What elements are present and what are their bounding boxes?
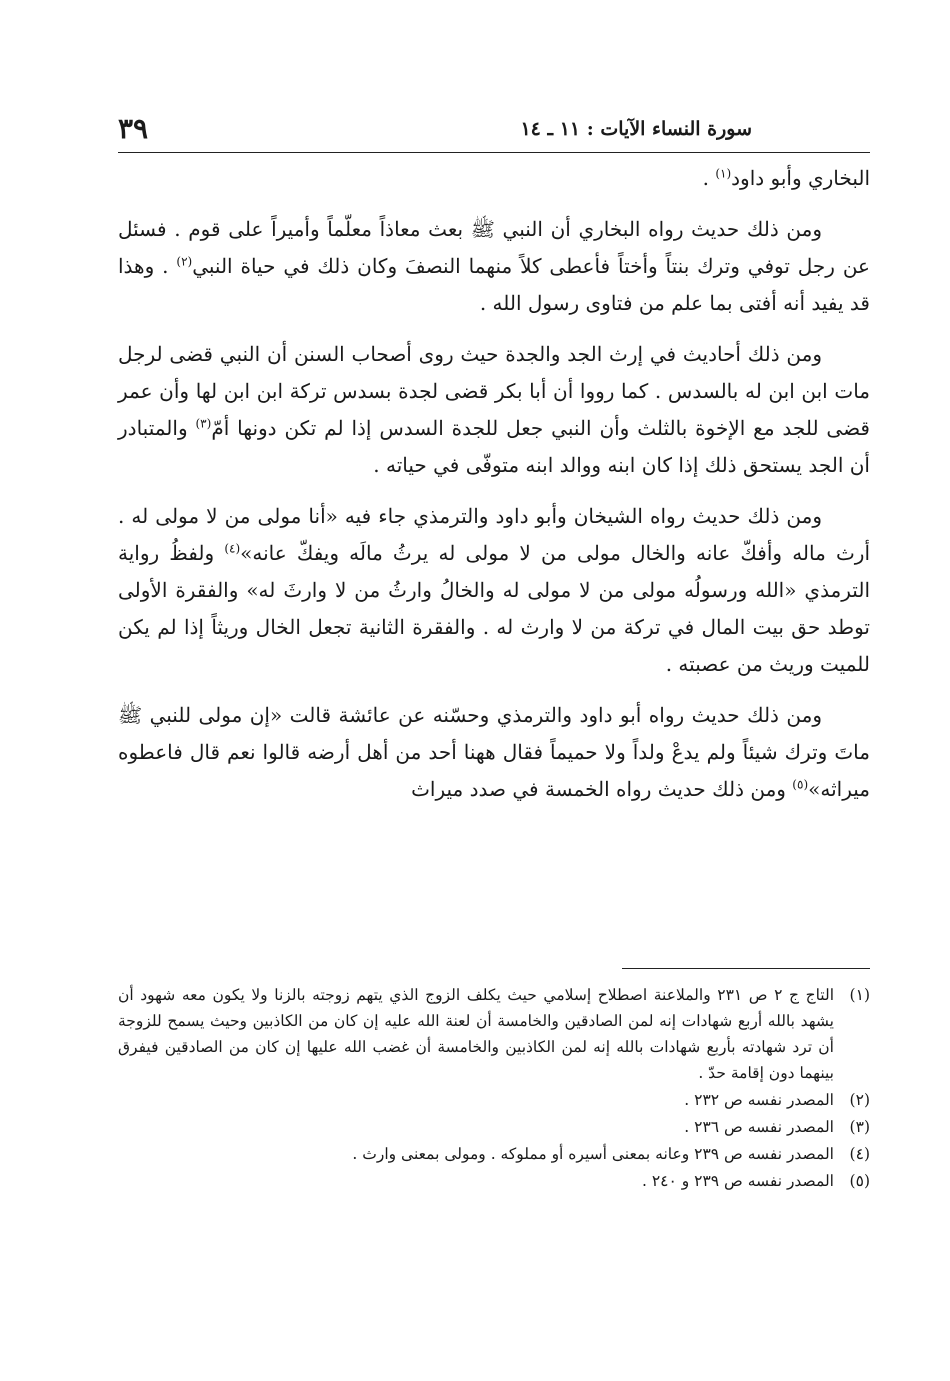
paragraph-text: . وهذا قد يفيد أنه أفتى بما علم من فتاوى رسول الله .: [118, 254, 870, 315]
paragraph-text: ومن ذلك حديث رواه البخاري أن النبي ﷺ بعث معاذاً معلّماً وأميراً على قوم . فسئل عن رجل توفي وترك بنتاً وأختاً فأعطى كلاً منهما النصفَ وكان ذلك في حياة النبي: [118, 217, 870, 278]
paragraph: [118, 498, 870, 683]
footnote-ref[interactable]: (٥): [792, 777, 809, 792]
paragraph-text: ومن ذلك أحاديث في إرث الجد والجدة حيث روى أصحاب السنن أن النبي قضى لرجل مات ابن ابن له بالسدس . كما رووا أن أبا بكر قضى لجدة بسدس تركة ابن ابن لها وأن عمر قضى للجد مع الإخوة بالثلث وأن النبي جعل للجدة السدس إذا لم تكن دونها أمّ: [118, 342, 870, 440]
paragraph-continuation: [118, 160, 870, 197]
footnote-text: المصدر نفسه ص ٢٣٩ وعانه بمعنى أسيره أو مملوكه . ومولى بمعنى وارث .: [352, 1145, 834, 1163]
footnote-number: (٣): [849, 1118, 870, 1136]
paragraph: [118, 211, 870, 322]
footnote-number: (١): [849, 986, 870, 1004]
footnote-text: المصدر نفسه ص ٢٣٢ .: [684, 1091, 834, 1109]
footnote-number: (٤): [849, 1145, 870, 1163]
paragraph-text: ومن ذلك حديث رواه الشيخان وأبو داود والترمذي جاء فيه «أنا مولى من لا مولى له . أرث ماله وأفكّ عانه والخال مولى من لا مولى له يرثُ مالَه ويفكّ عانه»: [118, 504, 871, 565]
footnote-text: التاج ج ٢ ص ٢٣١ والملاعنة اصطلاح إسلامي حيث يكلف الزوج الذي يتهم زوجته بالزنا ولا يكون معه شهود أن يشهد بالله أربع شهادات إنه لمن الصادقين والخامسة أن لعنة الله عليه إن كان من الكاذبين وحيث يسمح للزوجة أن ترد شهادته بأربع شهادات بالله إنه لمن الكاذبين والخامسة أن غضب الله عليها إن كان من الصادقين فيفرق بينهما دون إقامة حدّ .: [118, 986, 835, 1082]
footnote-ref[interactable]: (٣): [195, 416, 212, 431]
footnote-ref[interactable]: (١): [715, 166, 732, 181]
running-title: سورة النساء الآيات : ١١ ـ ١٤: [520, 118, 752, 140]
paragraph-text: ومن ذلك حديث رواه الخمسة في صدد ميراث: [411, 777, 793, 801]
page-number: ٣٩: [118, 112, 149, 145]
footnote-item: [118, 982, 870, 1086]
paragraph-text: ومن ذلك حديث رواه أبو داود والترمذي وحسّنه عن عائشة قالت «إن مولى للنبي ﷺ ماتَ وترك شيئاً ولم يدعْ ولداً ولا حميماً فقال ههنا أحد من أهل أرضه قالوا نعم قال فاعطوه ميراثه»: [118, 703, 870, 801]
footnote-ref[interactable]: (٤): [224, 541, 241, 556]
footnotes: [118, 982, 870, 1195]
page-header: [118, 112, 870, 153]
footnote-item: [118, 1087, 870, 1113]
footnote-item: [118, 1141, 870, 1167]
footnote-number: (٢): [849, 1091, 870, 1109]
paragraph: [118, 697, 870, 808]
footnote-text: المصدر نفسه ص ٢٣٦ .: [684, 1118, 834, 1136]
footnote-ref[interactable]: (٢): [176, 254, 193, 269]
footnote-text: المصدر نفسه ص ٢٣٩ و ٢٤٠ .: [641, 1172, 834, 1190]
footnote-item: [118, 1114, 870, 1140]
paragraph-text: ولفظُ رواية الترمذي «الله ورسولُه مولى من لا مولى له والخالُ وارثُ من لا وارثَ له» والفقرة الأولى توطد حق بيت المال في تركة من لا وارث له . والفقرة الثانية تجعل الخال وريثاً إذا لم يكن للميت وريث من عصبته .: [118, 541, 870, 676]
footnote-number: (٥): [849, 1172, 870, 1190]
footnote-divider: [622, 968, 870, 969]
footnote-item: [118, 1168, 870, 1194]
paragraph-text: البخاري وأبو داود: [731, 166, 870, 190]
main-text: [118, 160, 870, 808]
paragraph: [118, 336, 870, 484]
paragraph-text: والمتبادر أن الجد يستحق ذلك إذا كان ابنه ووالد ابنه متوفّى في حياته .: [118, 416, 870, 477]
paragraph-text: .: [702, 166, 716, 190]
